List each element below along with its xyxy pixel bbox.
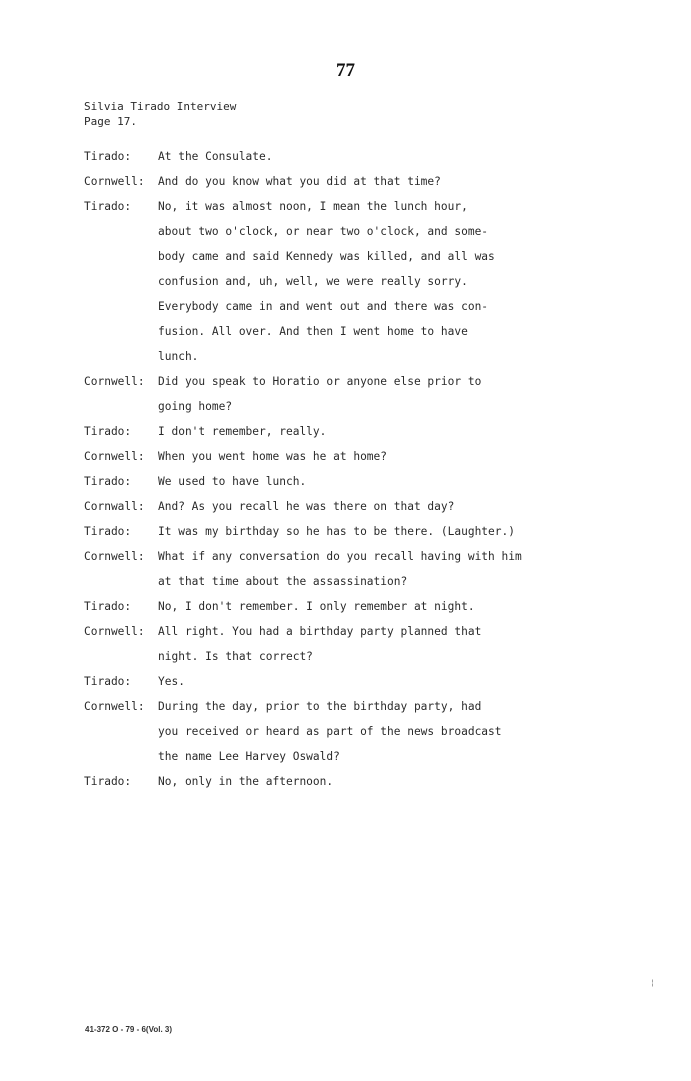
- transcript-line: [84, 223, 584, 248]
- transcript-line: [84, 423, 584, 448]
- speaker-label: Tirado:: [84, 600, 132, 613]
- transcript-line: [84, 348, 584, 373]
- header-title: Silvia Tirado Interview: [84, 100, 237, 113]
- speaker-label: Tirado:: [84, 675, 132, 688]
- transcript-line: [84, 598, 584, 623]
- speaker-label: Tirado:: [84, 775, 132, 788]
- statement-text: During the day, prior to the birthday party, had: [158, 700, 482, 713]
- transcript-line: [84, 248, 584, 273]
- transcript-line: [84, 623, 584, 648]
- statement-text: When you went home was he at home?: [158, 450, 388, 463]
- speaker-label: Tirado:: [84, 150, 132, 163]
- statement-text: lunch.: [158, 350, 199, 363]
- statement-text: No, I don't remember. I only remember at night.: [158, 600, 475, 613]
- statement-text: Yes.: [158, 675, 185, 688]
- statement-text: Did you speak to Horatio or anyone else prior to: [158, 375, 482, 388]
- speaker-label: Tirado:: [84, 525, 132, 538]
- transcript-line: [84, 548, 584, 573]
- transcript-line: [84, 148, 584, 173]
- transcript-line: [84, 198, 584, 223]
- statement-text: No, only in the afternoon.: [158, 775, 334, 788]
- speaker-label: Cornwell:: [84, 450, 145, 463]
- transcript-line: [84, 523, 584, 548]
- transcript-line: [84, 723, 584, 748]
- speaker-label: Cornwell:: [84, 700, 145, 713]
- transcript-line: [84, 448, 584, 473]
- statement-text: fusion. All over. And then I went home to have: [158, 325, 468, 338]
- speaker-label: Tirado:: [84, 475, 132, 488]
- statement-text: It was my birthday so he has to be there. (Laughter.): [158, 525, 515, 538]
- page-number: 77: [336, 60, 355, 81]
- statement-text: We used to have lunch.: [158, 475, 307, 488]
- speaker-label: Cornwell:: [84, 175, 145, 188]
- transcript: [84, 148, 584, 798]
- speaker-label: Cornwell:: [84, 375, 145, 388]
- statement-text: At the Consulate.: [158, 150, 273, 163]
- transcript-line: [84, 173, 584, 198]
- statement-text: at that time about the assassination?: [158, 575, 408, 588]
- transcript-line: [84, 373, 584, 398]
- transcript-line: [84, 673, 584, 698]
- transcript-line: [84, 398, 584, 423]
- transcript-line: [84, 498, 584, 523]
- statement-text: And do you know what you did at that time?: [158, 175, 441, 188]
- document-header: [84, 99, 236, 129]
- statement-text: confusion and, uh, well, we were really sorry.: [158, 275, 468, 288]
- transcript-line: [84, 773, 584, 798]
- statement-text: Everybody came in and went out and there was con-: [158, 300, 489, 313]
- footer-print-code: 41-372 O - 79 - 6(Vol. 3): [85, 1025, 172, 1034]
- statement-text: you received or heard as part of the news broadcast: [158, 725, 502, 738]
- transcript-line: [84, 273, 584, 298]
- statement-text: going home?: [158, 400, 233, 413]
- transcript-line: [84, 748, 584, 773]
- speaker-label: Tirado:: [84, 200, 132, 213]
- transcript-line: [84, 298, 584, 323]
- speaker-label: Cornwell:: [84, 625, 145, 638]
- statement-text: What if any conversation do you recall having with him: [158, 550, 522, 563]
- transcript-line: [84, 648, 584, 673]
- transcript-line: [84, 698, 584, 723]
- statement-text: about two o'clock, or near two o'clock, and some-: [158, 225, 489, 238]
- transcript-line: [84, 473, 584, 498]
- statement-text: And? As you recall he was there on that day?: [158, 500, 455, 513]
- statement-text: I don't remember, really.: [158, 425, 327, 438]
- statement-text: All right. You had a birthday party planned that: [158, 625, 482, 638]
- transcript-line: [84, 323, 584, 348]
- statement-text: body came and said Kennedy was killed, and all was: [158, 250, 495, 263]
- statement-text: night. Is that correct?: [158, 650, 313, 663]
- margin-mark: ¦: [650, 978, 655, 987]
- speaker-label: Cornwell:: [84, 550, 145, 563]
- transcript-line: [84, 573, 584, 598]
- speaker-label: Tirado:: [84, 425, 132, 438]
- speaker-label: Cornwall:: [84, 500, 145, 513]
- header-page: Page 17.: [84, 115, 137, 128]
- statement-text: No, it was almost noon, I mean the lunch hour,: [158, 200, 468, 213]
- statement-text: the name Lee Harvey Oswald?: [158, 750, 340, 763]
